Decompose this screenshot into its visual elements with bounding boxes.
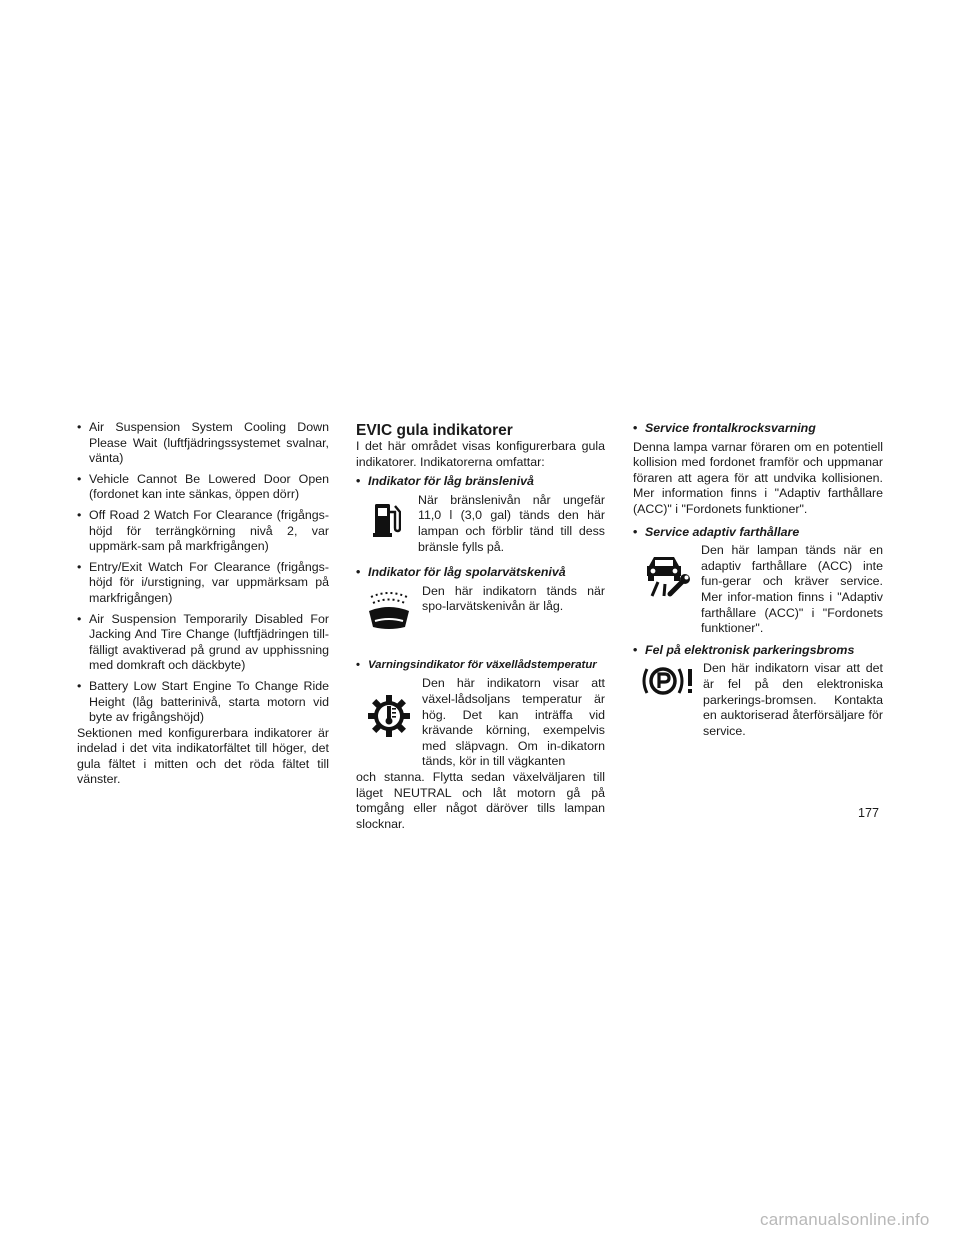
epb-block (633, 661, 883, 739)
epb-subheading (633, 643, 883, 659)
bullet-text: Off Road 2 Watch For Clearance (frigångs-höjd för terrängkörning nivå 2, var uppmärk-sam på markfrigången) (89, 507, 329, 554)
trans-text: Den här indikatorn visar att växel-lådsoljans temperatur är hög. Det kan inträffa vid krävande körning, exempelvis med släpvagn. Om in-dikatorn tänds, kör in till vägkanten (422, 676, 605, 769)
bullet-text: Entry/Exit Watch For Clearance (frigångs-höjd för i/urstigning, var uppmärksam på markfrigången) (89, 559, 329, 605)
bullet: • (77, 611, 82, 626)
bullet: • (77, 559, 82, 574)
washer-subheading (356, 565, 605, 581)
fuel-block (356, 493, 605, 555)
bullet: • (356, 474, 361, 489)
bullet-item (77, 508, 329, 555)
bullet-text: Battery Low Start Engine To Change Ride Height (låg batterinivå, starta motorn vid byte av frigångshöjd) (89, 678, 329, 725)
parking-brake-warning-icon (633, 661, 703, 701)
washer-title: Indikator för låg spolarvätskenivå (368, 565, 566, 580)
intro-paragraph: I det här området visas konfigurerbara gula indikatorer. Indikatorerna omfattar: (356, 439, 605, 469)
bullet: • (356, 565, 361, 580)
acc-title: Service adaptiv farthållare (645, 524, 800, 539)
fcw-subheading (633, 421, 883, 437)
washer-text: Den här indikatorn tänds när spo-larvätskenivån är låg. (422, 583, 605, 614)
bullet: • (77, 507, 82, 522)
bullet-item (77, 679, 329, 726)
column-right (633, 420, 883, 739)
bullet-text: Air Suspension Temporarily Disabled For Jacking And Tire Change (luftfjädringen till-fälligt avaktiverad på grund av upphissning med domkraft och däckbyte) (89, 611, 329, 673)
bullet-item (77, 612, 329, 674)
bullet-item (77, 420, 329, 467)
bullet-text: Vehicle Cannot Be Lowered Door Open (fordonet kan inte sänkas, öppen dörr) (89, 471, 329, 502)
fcw-text: Denna lampa varnar föraren om en potentiell kollision med fordonet framför och uppmanar föraren att agera för att undvika kollisionen. Mer information finns i "Adaptiv farthållare (ACC)" i "Fordonets funktioner". (633, 439, 883, 516)
acc-block (633, 543, 883, 637)
bullet-text: Air Suspension System Cooling Down Please Wait (luftfjädringssystemet svalnar, vänta) (89, 420, 329, 466)
trans-subheading (356, 658, 605, 674)
watermark: carmanualsonline.info (760, 1210, 930, 1229)
acc-subheading (633, 525, 883, 541)
trans-text-continued: och stanna. Flytta sedan växelväljaren till läget NEUTRAL och låt motorn gå på tomgång eller något däröver tills lampan slocknar. (356, 769, 605, 831)
closing-paragraph: Sektionen med konfigurerbara indikatorer är indelad i det vita indikatorfältet till höger, det gula fältet i mitten och det röda fältet till vänster. (77, 725, 329, 787)
washer-fluid-icon (356, 584, 422, 640)
epb-text: Den här indikatorn visar att det är fel på den elektroniska parkerings-bromsen. Kontakta en auktoriserad återförsäljare för service. (703, 661, 883, 738)
bullet: • (77, 678, 82, 693)
bullet: • (77, 471, 82, 486)
fuel-title: Indikator för låg bränslenivå (368, 474, 534, 489)
fcw-title: Service frontalkrocksvarning (645, 421, 816, 435)
washer-block (356, 584, 605, 640)
page-number: 177 (858, 806, 880, 820)
epb-title: Fel på elektronisk parkeringsbroms (645, 642, 855, 657)
bullet: • (633, 524, 638, 539)
bullet-item (77, 472, 329, 503)
acc-text: Den här lampan tänds när en adaptiv farthållare (ACC) inte fun-gerar och kräver service. Mer infor-mation finns i "Adaptiv farthållare (ACC)" i "Fordonets funktioner". (701, 543, 883, 636)
bullet: • (77, 420, 82, 434)
column-middle (356, 420, 605, 832)
bullet-item (77, 560, 329, 607)
trans-title: Varningsindikator för växellådstemperatur (368, 658, 597, 671)
fuel-text: När bränslenivån når ungefär 11,0 l (3,0 gal) tänds den här lampan och förblir tänd till dess bränsle fylls på. (418, 492, 605, 554)
bullet: • (356, 658, 360, 671)
fuel-subheading (356, 474, 605, 490)
trans-block (356, 676, 605, 770)
column-left (77, 420, 329, 788)
bullet: • (633, 642, 638, 657)
transmission-temperature-icon (356, 676, 422, 756)
section-heading: EVIC gula indikatorer (356, 422, 513, 439)
adaptive-cruise-wrench-icon (633, 543, 701, 609)
bullet: • (633, 421, 638, 435)
fuel-pump-icon (356, 493, 418, 545)
